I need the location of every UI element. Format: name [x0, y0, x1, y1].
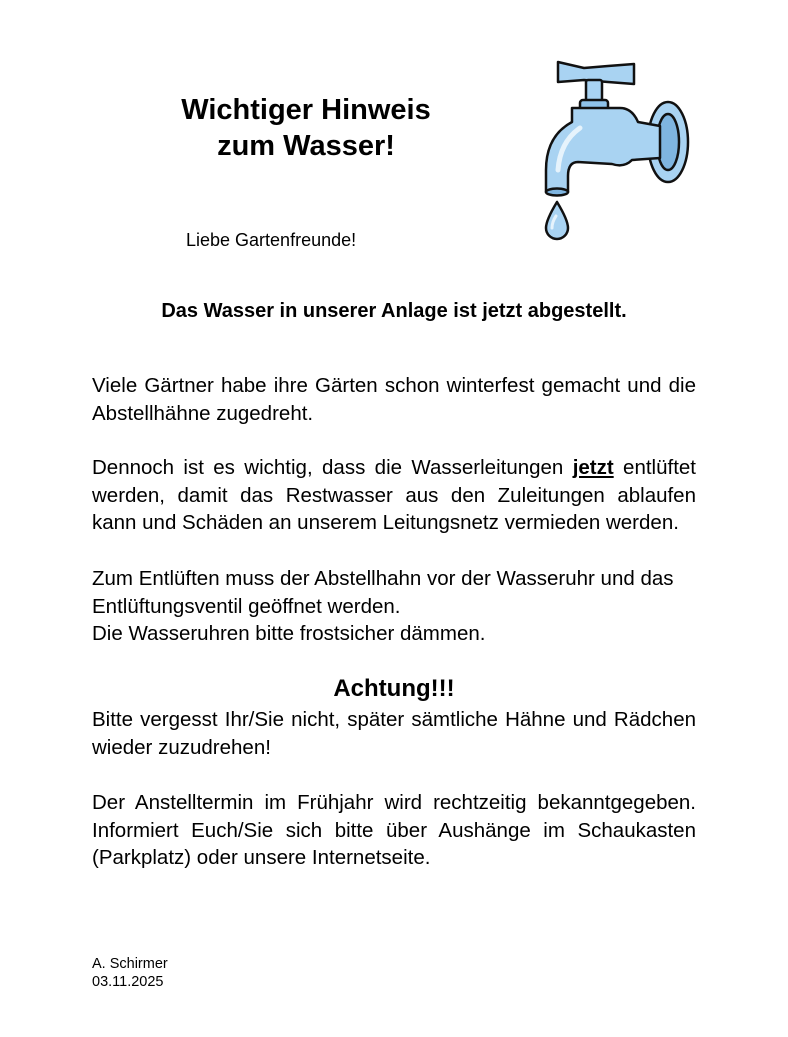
title-line-1: Wichtiger Hinweis: [181, 94, 431, 126]
paragraph-4: Bitte vergesst Ihr/Sie nicht, später sämtliche Hähne und Rädchen wieder zuzudrehen!: [92, 708, 696, 759]
author: A. Schirmer: [92, 956, 168, 972]
greeting: Liebe Gartenfreunde!: [186, 230, 357, 250]
headline: Das Wasser in unserer Anlage ist jetzt abgestellt.: [161, 300, 627, 322]
water-drop: [546, 202, 568, 239]
paragraph-2-before: Dennoch ist es wichtig, dass die Wasserleitungen: [92, 456, 573, 479]
title-line-2: zum Wasser!: [217, 130, 395, 162]
paragraph-3-line-2: Die Wasseruhren bitte frostsicher dämmen.: [92, 622, 486, 645]
paragraph-2-after: entlüftet werden, damit das Restwasser aus den Zuleitungen ablaufen kann und Schäden an unserem Leitungsnetz vermieden werden.: [92, 456, 696, 534]
paragraph-3: [92, 565, 696, 648]
emphasis-jetzt: jetzt: [572, 456, 614, 479]
water-faucet-icon: [528, 52, 700, 248]
footer: [92, 955, 168, 991]
paragraph-1: Viele Gärtner habe ihre Gärten schon winterfest gemacht und die Abstellhähne zugedreht.: [92, 374, 696, 425]
paragraph-3-line-1: Zum Entlüften muss der Abstellhahn vor der Wasseruhr und das Entlüftungsventil geöffnet werden.: [92, 567, 674, 618]
date: 03.11.2025: [92, 974, 164, 990]
paragraph-2: [92, 454, 696, 537]
paragraph-5: Der Anstelltermin im Frühjahr wird rechtzeitig bekanntgegeben. Informiert Euch/Sie sich bitte über Aushänge im Schaukasten (Parkplatz) oder unsere Internetseite.: [92, 791, 696, 869]
page-title: [130, 92, 482, 164]
warning-heading: Achtung!!!: [333, 675, 455, 702]
